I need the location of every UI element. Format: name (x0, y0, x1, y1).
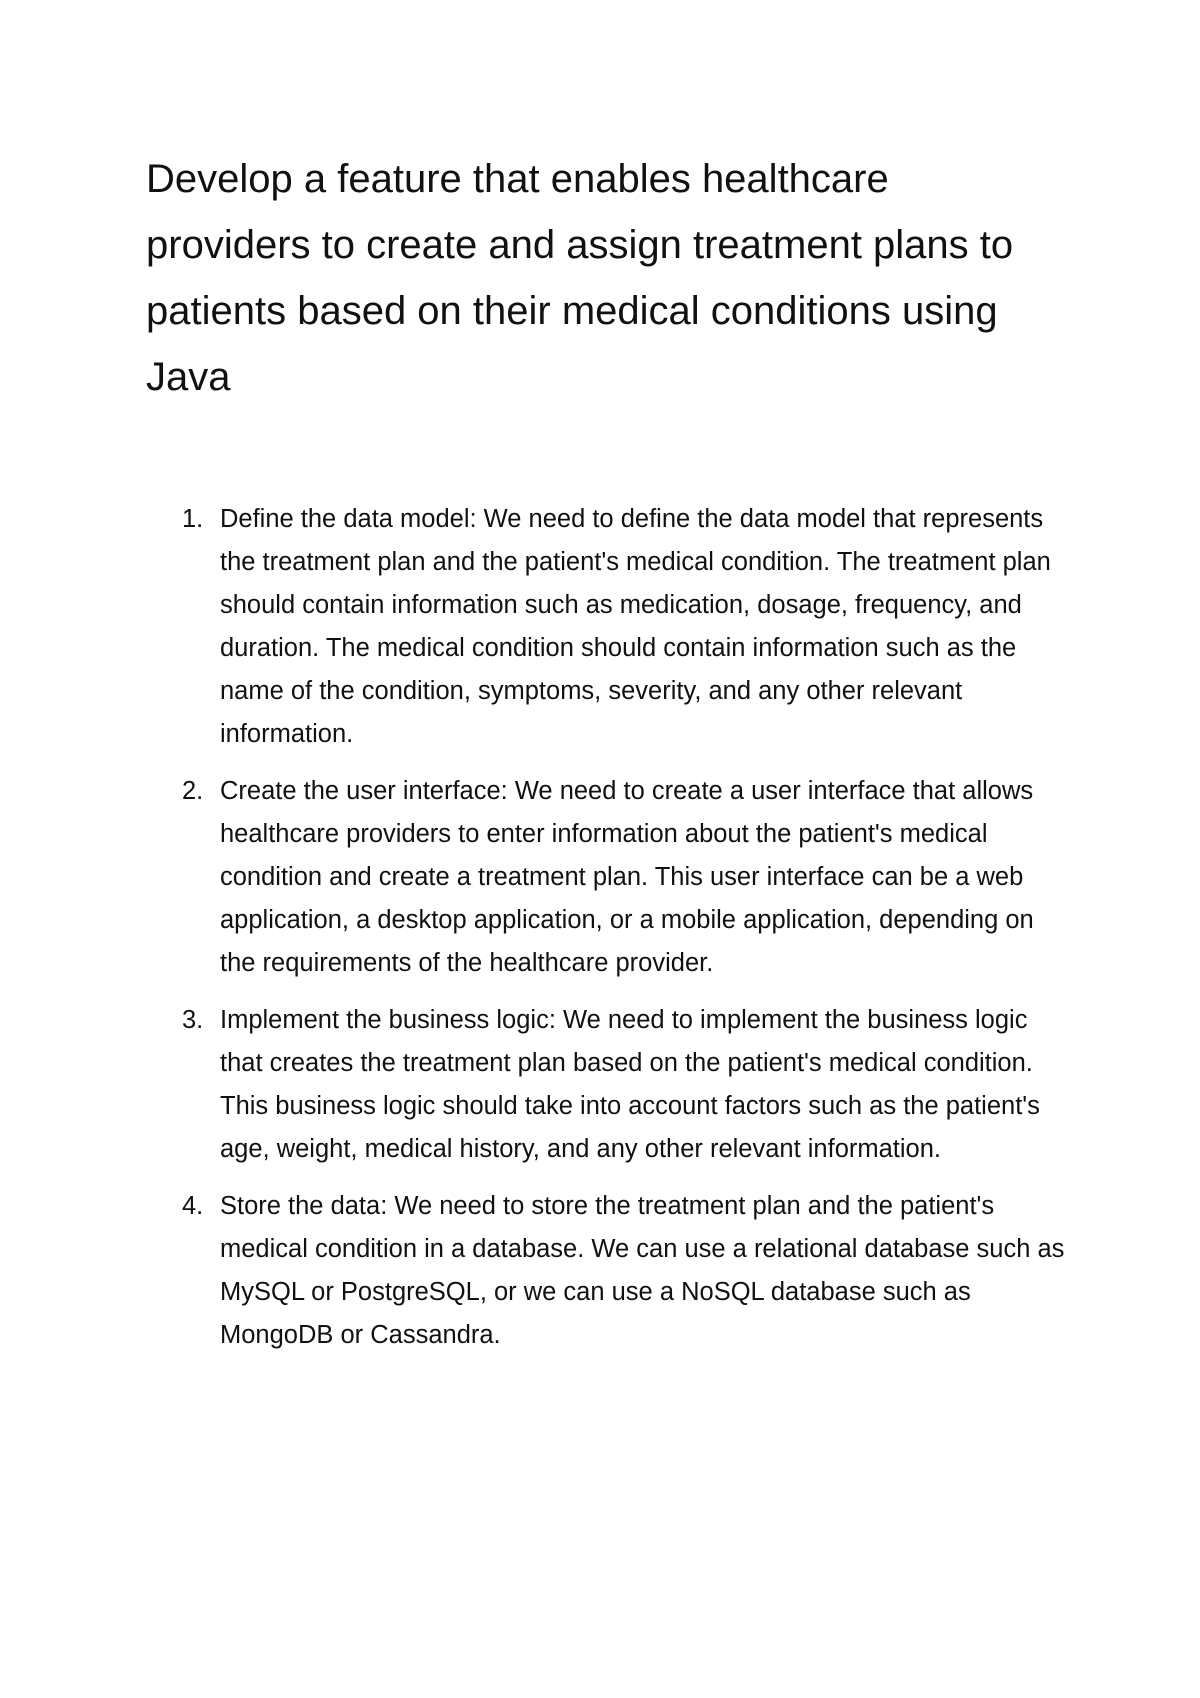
step-number: 2. (182, 777, 204, 805)
step-number: 1. (182, 505, 204, 533)
step-text: Create the user interface: We need to create a user interface that allows healthcare providers to enter information about the patient's medical condition and create a treatment plan. This user interface can be a web application, a desktop application, or a mobile application, depending on the requirements of the healthcare provider. (220, 777, 1034, 977)
list-item (146, 1185, 1066, 1357)
step-number: 3. (182, 1006, 204, 1034)
list-item (146, 770, 1066, 985)
list-item (146, 999, 1066, 1171)
step-text: Define the data model: We need to define the data model that represents the treatment plan and the patient's medical condition. The treatment plan should contain information such as medication, dosage, frequency, and duration. The medical condition should contain information such as the name of the condition, symptoms, severity, and any other relevant information. (220, 505, 1051, 748)
step-text: Store the data: We need to store the treatment plan and the patient's medical condition in a database. We can use a relational database such as MySQL or PostgreSQL, or we can use a NoSQL database such as MongoDB or Cassandra. (220, 1192, 1065, 1349)
step-number: 4. (182, 1192, 204, 1220)
document-title: Develop a feature that enables healthcare providers to create and assign treatment plans to patients based on their medical conditions using Java (146, 157, 1014, 399)
list-item (146, 498, 1066, 756)
steps-list (146, 498, 1066, 1371)
step-text: Implement the business logic: We need to implement the business logic that creates the treatment plan based on the patient's medical condition. This business logic should take into account factors such as the patient's age, weight, medical history, and any other relevant information. (220, 1006, 1040, 1163)
